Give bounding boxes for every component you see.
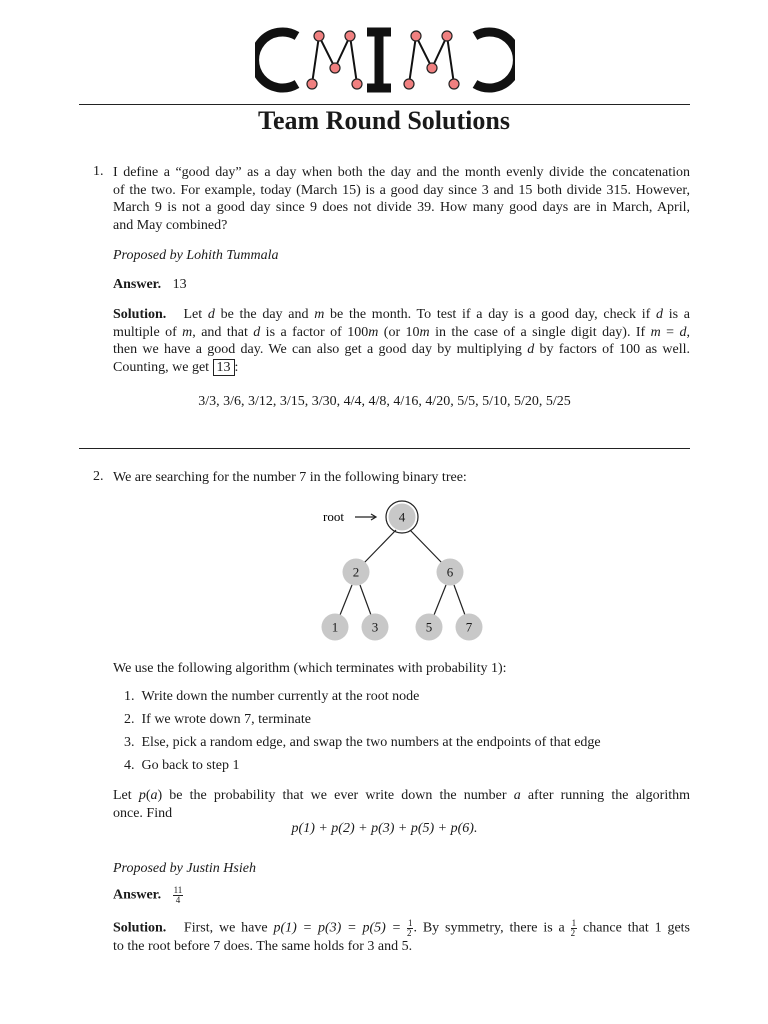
solution-line: multiple of m, and that d is a factor of 100m (or 10m in the case of a single digit day). If m = d, (113, 324, 690, 340)
answer-label: Answer. (113, 277, 162, 292)
problem-2-question: Let p(a) be the probability that we ever write down the number a after running the algorithm once. Find (113, 788, 691, 821)
solution-line: Counting, we get 13 : (113, 359, 239, 375)
algorithm-intro: We use the following algorithm (which terminates with probability 1): (113, 661, 507, 676)
problem-1-number: 1. (93, 164, 104, 179)
tree-edge (363, 530, 396, 564)
problem-2-intro: We are searching for the number 7 in the following binary tree: (113, 470, 467, 485)
tree-edge (434, 585, 446, 615)
node-label: 6 (446, 564, 454, 580)
node-label: 7 (465, 619, 473, 635)
problem-1-answer (113, 276, 690, 294)
half-fraction: $\frac{1}{2}$ (570, 918, 577, 938)
problem-2-proposer: Proposed by Justin Hsieh (113, 861, 256, 876)
node-label: 3 (371, 619, 379, 635)
solution-line: Solution. Let d be the day and m be the month. To test if a day is a good day, check if d is a (113, 307, 691, 322)
tree-edge (454, 585, 465, 615)
node-label: 5 (425, 619, 433, 635)
boxed-answer: 13 (213, 359, 235, 376)
tree-edge (410, 530, 443, 564)
problem-1-proposer: Proposed by Lohith Tummala (113, 248, 279, 263)
tree-edge (360, 585, 371, 615)
algorithm-step: 3. Else, pick a random edge, and swap the two numbers at the endpoints of that edge (124, 735, 601, 750)
tree-edge (340, 585, 352, 615)
problem-2-solution: Solution. First, we have p(1) = p(3) = p(5) = $\frac{1}{2}$ . By symmetry, there is a $\frac{1}{2}$ chance that 1 gets to the root before 7 does. The same holds for 3 and 5. (113, 918, 690, 954)
cmimc-logo (255, 22, 515, 98)
section-rule (79, 448, 690, 449)
root-label: root (323, 509, 344, 524)
solution-line: then we have a good day. We can also get a good day by multiplying d by factors of 100 as well. (113, 342, 690, 358)
binary-tree-diagram (310, 495, 500, 645)
algorithm-step: 1. Write down the number currently at the root node (124, 689, 420, 704)
problem-1-statement (113, 164, 690, 234)
algorithm-step: 2. If we wrote down 7, terminate (124, 712, 311, 727)
half-fraction: $\frac{1}{2}$ (406, 918, 413, 938)
solution-label: Solution. (113, 307, 167, 322)
problem-1-line: I define a “good day” as a day when both the day and the month evenly divide the concatenation (113, 165, 690, 180)
problem-1-line: and May combined? (113, 217, 228, 233)
problem-1-line: March 9 is not a good day since 9 does not divide 39. How many good days are in March, April, (113, 200, 690, 216)
page-title: Team Round Solutions (258, 106, 510, 135)
answer-label: Answer. (113, 887, 162, 903)
answer-value: 13 (172, 277, 187, 292)
good-days-list: 3/3, 3/6, 3/12, 3/15, 3/30, 4/4, 4/8, 4/16, 4/20, 5/5, 5/10, 5/20, 5/25 (198, 394, 571, 409)
problem-2-number: 2. (93, 469, 104, 484)
sum-formula: p(1) + p(2) + p(3) + p(5) + p(6). (291, 821, 478, 836)
answer-fraction: $\frac{11}{4}$ (173, 885, 183, 905)
algorithm-step: 4. Go back to step 1 (124, 758, 240, 773)
solution-label: Solution. (113, 920, 167, 936)
node-label: 4 (398, 509, 406, 525)
problem-1-solution (113, 306, 690, 376)
node-label: 2 (352, 564, 360, 580)
node-label: 1 (331, 619, 339, 635)
top-rule (79, 104, 690, 105)
problem-2-answer (113, 886, 690, 905)
problem-1-line: of the two. For example, today (March 15) is a good day since 3 and 15 both divide 315. However, (113, 182, 690, 198)
